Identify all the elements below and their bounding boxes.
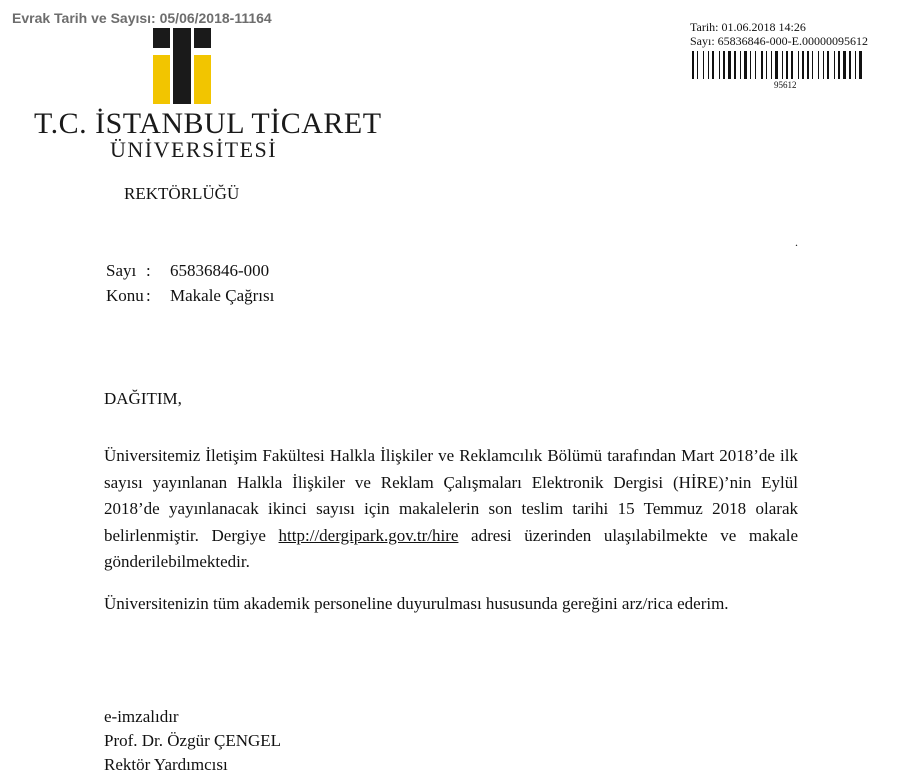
barcode-block [690, 20, 880, 90]
signatory-name: Prof. Dr. Özgür ÇENGEL [104, 731, 282, 750]
barcode-code: 95612 [774, 80, 797, 90]
journal-link[interactable]: http://dergipark.gov.tr/hire [278, 525, 459, 545]
body-text-after-link: adresi üzerinden ulaşılabilmekte ve makale gönderilebilmektedir. [104, 525, 798, 571]
university-logo-icon [150, 28, 214, 104]
barcode-date: Tarih: 01.06.2018 14:26 [690, 20, 806, 34]
barcode-icon [690, 51, 866, 79]
meta-konu-value: Makale Çağrısı [170, 286, 275, 305]
document-date-number: Evrak Tarih ve Sayısı: 05/06/2018-11164 [12, 10, 272, 26]
meta-sayi-label: Sayı [106, 261, 137, 280]
meta-konu-row [106, 283, 274, 308]
signatory-title: Rektör Yardımcısı [104, 755, 228, 774]
meta-sayi-row [106, 258, 274, 283]
meta-sayi-value: 65836846-000 [170, 261, 270, 280]
body-text-before-link: Üniversitemiz İletişim Fakültesi Halkla İlişkiler ve Reklamcılık Bölümü tarafından Mart 2018’de ilk sayısı yayınlanan Halkla İlişkiler ve Reklam Çalışmaları Elektronik Dergisi (HİRE)’nin Eylül 2018’de yayınlanacak ikinci sayısı için makalelerin son teslim tarihi 15 Temmuz 2018 olarak belirlenmiştir. Dergiye [104, 446, 798, 545]
body-paragraph [104, 443, 798, 576]
office-title: REKTÖRLÜĞÜ [124, 184, 240, 203]
university-name-sub: ÜNİVERSİTESİ [110, 137, 278, 162]
signature-block [104, 705, 281, 777]
barcode-number: Sayı: 65836846-000-E.00000095612 [690, 34, 868, 48]
meta-separator: : [146, 286, 151, 305]
recipient-line: DAĞITIM, [104, 389, 182, 408]
closing-paragraph: Üniversitenizin tüm akademik personeline duyurulması hususunda gereğini arz/rica ederim. [104, 594, 729, 613]
university-name: T.C. İSTANBUL TİCARET [34, 107, 382, 140]
document-meta [106, 258, 274, 308]
meta-separator: : [146, 261, 151, 280]
signature-status: e-imzalıdır [104, 707, 179, 726]
margin-dot: . [795, 235, 798, 249]
meta-konu-label: Konu [106, 286, 144, 305]
